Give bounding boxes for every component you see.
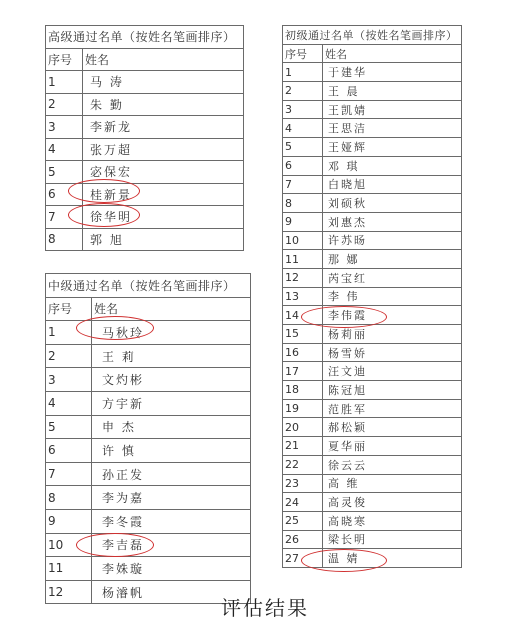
row-name: 白晓旭 [323, 175, 462, 194]
row-no: 7 [283, 175, 323, 194]
primary-list-table [282, 25, 462, 568]
col-header-no: 序号 [283, 44, 323, 63]
row-no: 10 [46, 533, 92, 557]
row-name: 夏华丽 [323, 437, 462, 456]
page-caption: 评估结果 [221, 596, 309, 620]
col-header-name: 姓名 [83, 48, 244, 71]
row-name: 那 娜 [323, 250, 462, 269]
table-row [283, 437, 462, 456]
row-name: 许苏旸 [323, 231, 462, 250]
table-row [283, 474, 462, 493]
table-row [46, 228, 244, 251]
row-name: 梁长明 [323, 530, 462, 549]
table-row [283, 63, 462, 82]
row-no: 7 [46, 462, 92, 486]
table-row [283, 175, 462, 194]
row-name: 徐华明 [83, 206, 244, 229]
row-name: 方宇新 [92, 391, 251, 415]
row-no: 5 [46, 161, 83, 184]
table-row [46, 344, 251, 368]
col-header-name: 姓名 [92, 297, 251, 321]
primary-list-title: 初级通过名单（按姓名笔画排序） [283, 26, 462, 45]
row-no: 16 [283, 343, 323, 362]
table-row [283, 381, 462, 400]
row-name: 孙正发 [92, 462, 251, 486]
row-name: 李新龙 [83, 116, 244, 139]
table-row [283, 100, 462, 119]
row-no: 6 [46, 439, 92, 463]
table-row [283, 212, 462, 231]
row-no: 22 [283, 455, 323, 474]
table-row [46, 71, 244, 94]
row-name: 文灼彬 [92, 368, 251, 392]
table-row [283, 194, 462, 213]
row-no: 1 [46, 71, 83, 94]
table-row [283, 399, 462, 418]
row-name: 朱 勤 [83, 93, 244, 116]
table-row [46, 116, 244, 139]
row-name: 王娅辉 [323, 138, 462, 157]
row-no: 27 [283, 549, 323, 568]
table-row [283, 530, 462, 549]
row-no: 9 [283, 212, 323, 231]
table-row [46, 462, 251, 486]
row-name: 徐云云 [323, 455, 462, 474]
row-name: 杨莉丽 [323, 325, 462, 344]
row-name: 郭 旭 [83, 228, 244, 251]
table-row [283, 287, 462, 306]
table-row [283, 343, 462, 362]
table-row [283, 455, 462, 474]
row-name: 芮宝红 [323, 268, 462, 287]
row-name: 李 伟 [323, 287, 462, 306]
table-row [283, 250, 462, 269]
row-no: 2 [46, 344, 92, 368]
row-name: 郝松颖 [323, 418, 462, 437]
row-no: 12 [46, 580, 92, 604]
row-no: 7 [46, 206, 83, 229]
row-name: 王思洁 [323, 119, 462, 138]
table-row [283, 493, 462, 512]
highlight-circle-middle-11 [76, 533, 154, 557]
row-no: 6 [46, 183, 83, 206]
row-no: 3 [283, 100, 323, 119]
senior-list-title: 高级通过名单（按姓名笔画排序） [46, 26, 244, 49]
table-row [283, 156, 462, 175]
row-no: 11 [46, 557, 92, 581]
row-name: 王凯婧 [323, 100, 462, 119]
table-row [46, 161, 244, 184]
row-no: 21 [283, 437, 323, 456]
table-row [283, 119, 462, 138]
row-no: 4 [283, 119, 323, 138]
row-name: 杨濬帆 [92, 580, 251, 604]
row-no: 13 [283, 287, 323, 306]
row-name: 马 涛 [83, 71, 244, 94]
row-no: 3 [46, 368, 92, 392]
row-no: 18 [283, 381, 323, 400]
row-no: 5 [283, 138, 323, 157]
table-row [283, 82, 462, 101]
middle-list-title: 中级通过名单（按姓名笔画排序） [46, 274, 251, 298]
row-no: 24 [283, 493, 323, 512]
row-no: 8 [46, 486, 92, 510]
table-row [46, 391, 251, 415]
row-name: 陈冠旭 [323, 381, 462, 400]
row-no: 17 [283, 362, 323, 381]
highlight-circle-senior-6 [68, 179, 140, 203]
row-name: 李为嘉 [92, 486, 251, 510]
row-name: 汪文迪 [323, 362, 462, 381]
row-name: 李姝璇 [92, 557, 251, 581]
row-no: 26 [283, 530, 323, 549]
row-no: 19 [283, 399, 323, 418]
row-name: 李吉磊 [92, 533, 251, 557]
row-name: 宓保宏 [83, 161, 244, 184]
table-row [283, 138, 462, 157]
row-name: 邓 琪 [323, 156, 462, 175]
row-name: 刘硕秋 [323, 194, 462, 213]
row-name: 王 晨 [323, 82, 462, 101]
row-name: 李伟霞 [323, 306, 462, 325]
row-name: 范胜军 [323, 399, 462, 418]
row-name: 于建华 [323, 63, 462, 82]
row-name: 许 慎 [92, 439, 251, 463]
table-row [283, 231, 462, 250]
row-name: 张万超 [83, 138, 244, 161]
row-no: 20 [283, 418, 323, 437]
row-no: 2 [46, 93, 83, 116]
row-name: 桂新景 [83, 183, 244, 206]
row-no: 6 [283, 156, 323, 175]
highlight-circle-middle-1 [76, 316, 154, 340]
table-row [283, 325, 462, 344]
highlight-circle-primary-27 [301, 549, 387, 572]
row-name: 李冬霞 [92, 509, 251, 533]
table-row [46, 368, 251, 392]
row-no: 25 [283, 511, 323, 530]
table-row [283, 268, 462, 287]
table-row [46, 93, 244, 116]
row-no: 2 [283, 82, 323, 101]
row-no: 4 [46, 138, 83, 161]
highlight-circle-senior-7 [68, 203, 140, 227]
row-no: 8 [283, 194, 323, 213]
row-name: 刘惠杰 [323, 212, 462, 231]
row-no: 23 [283, 474, 323, 493]
row-no: 1 [283, 63, 323, 82]
table-row [46, 439, 251, 463]
row-no: 1 [46, 321, 92, 345]
table-row [46, 415, 251, 439]
col-header-no: 序号 [46, 297, 92, 321]
row-no: 11 [283, 250, 323, 269]
highlight-circle-primary-14 [301, 306, 387, 328]
table-row [283, 362, 462, 381]
row-name: 高 维 [323, 474, 462, 493]
table-row [46, 486, 251, 510]
row-no: 8 [46, 228, 83, 251]
col-header-no: 序号 [46, 48, 83, 71]
table-row [46, 557, 251, 581]
row-no: 14 [283, 306, 323, 325]
row-no: 9 [46, 509, 92, 533]
row-name: 温 婧 [323, 549, 462, 568]
row-no: 15 [283, 325, 323, 344]
row-name: 杨雪娇 [323, 343, 462, 362]
row-name: 高灵俊 [323, 493, 462, 512]
row-no: 12 [283, 268, 323, 287]
table-row [46, 138, 244, 161]
row-name: 马秋玲 [92, 321, 251, 345]
table-row [283, 418, 462, 437]
row-no: 5 [46, 415, 92, 439]
row-no: 4 [46, 391, 92, 415]
row-name: 王 莉 [92, 344, 251, 368]
table-row [46, 509, 251, 533]
row-no: 3 [46, 116, 83, 139]
table-row [283, 511, 462, 530]
col-header-name: 姓名 [323, 44, 462, 63]
row-name: 高晓寒 [323, 511, 462, 530]
row-name: 申 杰 [92, 415, 251, 439]
row-no: 10 [283, 231, 323, 250]
